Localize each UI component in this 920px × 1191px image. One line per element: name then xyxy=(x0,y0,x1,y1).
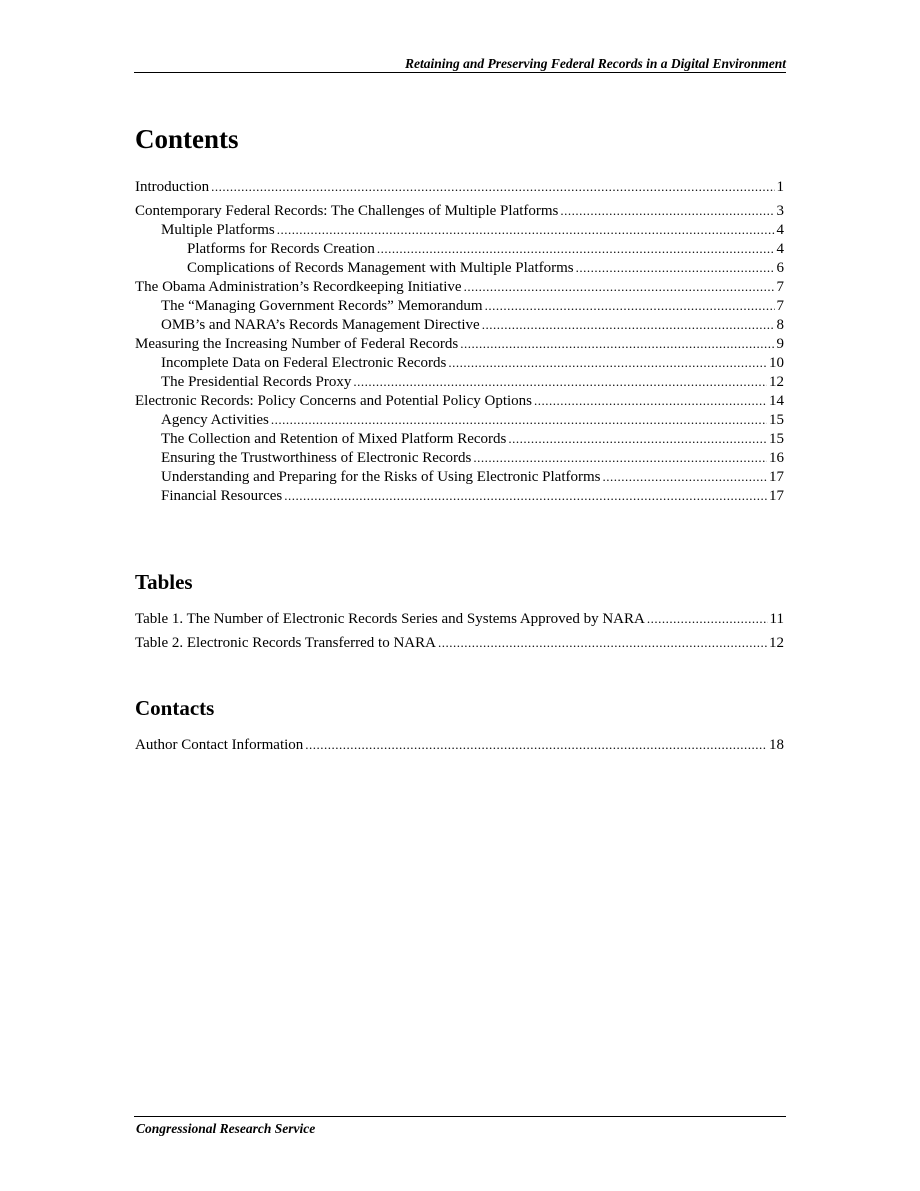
toc-entry-complications-records-management[interactable]: Complications of Records Management with Multiple Platforms ..... 6 xyxy=(135,258,784,277)
toc-entry-electronic-records-policy[interactable]: Electronic Records: Policy Concerns and Potential Policy Options ..... 14 xyxy=(135,391,784,410)
footer-rule xyxy=(134,1116,786,1117)
toc-entry-mixed-platform-records[interactable]: The Collection and Retention of Mixed Platform Records ..... 15 xyxy=(135,429,784,448)
toc-entry-presidential-records-proxy[interactable]: The Presidential Records Proxy ..... 12 xyxy=(135,372,784,391)
tables-list xyxy=(135,609,784,652)
toc-entry-contemporary-federal-records[interactable]: Contemporary Federal Records: The Challenges of Multiple Platforms ..... 3 xyxy=(135,201,784,220)
toc-entry-measuring-federal-records[interactable]: Measuring the Increasing Number of Federal Records ..... 9 xyxy=(135,334,784,353)
contacts-heading: Contacts xyxy=(135,696,215,720)
toc-entry-risks-electronic-platforms[interactable]: Understanding and Preparing for the Risks of Using Electronic Platforms ..... 17 xyxy=(135,467,784,486)
toc-entry-managing-government-records-memo[interactable]: The “Managing Government Records” Memorandum ..... 7 xyxy=(135,296,784,315)
toc-entry-omb-nara-directive[interactable]: OMB’s and NARA’s Records Management Directive ..... 8 xyxy=(135,315,784,334)
toc-entry-author-contact[interactable]: Author Contact Information ..... 18 xyxy=(135,735,784,754)
toc-entry-platforms-for-records-creation[interactable]: Platforms for Records Creation ..... 4 xyxy=(135,239,784,258)
running-header: Retaining and Preserving Federal Records in a Digital Environment xyxy=(404,56,786,71)
contacts-list xyxy=(135,735,784,754)
contents-list xyxy=(135,177,784,505)
toc-entry-introduction[interactable]: Introduction ..... 1 xyxy=(135,177,784,196)
toc-entry-agency-activities[interactable]: Agency Activities ..... 15 xyxy=(135,410,784,429)
footer-organization: Congressional Research Service xyxy=(136,1121,316,1136)
toc-entry-trustworthiness[interactable]: Ensuring the Trustworthiness of Electronic Records ..... 16 xyxy=(135,448,784,467)
contents-heading: Contents xyxy=(135,124,239,154)
toc-entry-table-2[interactable]: Table 2. Electronic Records Transferred to NARA ..... 12 xyxy=(135,633,784,652)
tables-heading: Tables xyxy=(135,570,193,594)
toc-entry-obama-recordkeeping-initiative[interactable]: The Obama Administration’s Recordkeeping Initiative ..... 7 xyxy=(135,277,784,296)
toc-entry-multiple-platforms[interactable]: Multiple Platforms ..... 4 xyxy=(135,220,784,239)
toc-entry-table-1[interactable]: Table 1. The Number of Electronic Records Series and Systems Approved by NARA ..... 11 xyxy=(135,609,784,628)
header-rule xyxy=(134,72,786,73)
toc-entry-incomplete-data[interactable]: Incomplete Data on Federal Electronic Records ..... 10 xyxy=(135,353,784,372)
toc-entry-financial-resources[interactable]: Financial Resources ..... 17 xyxy=(135,486,784,505)
